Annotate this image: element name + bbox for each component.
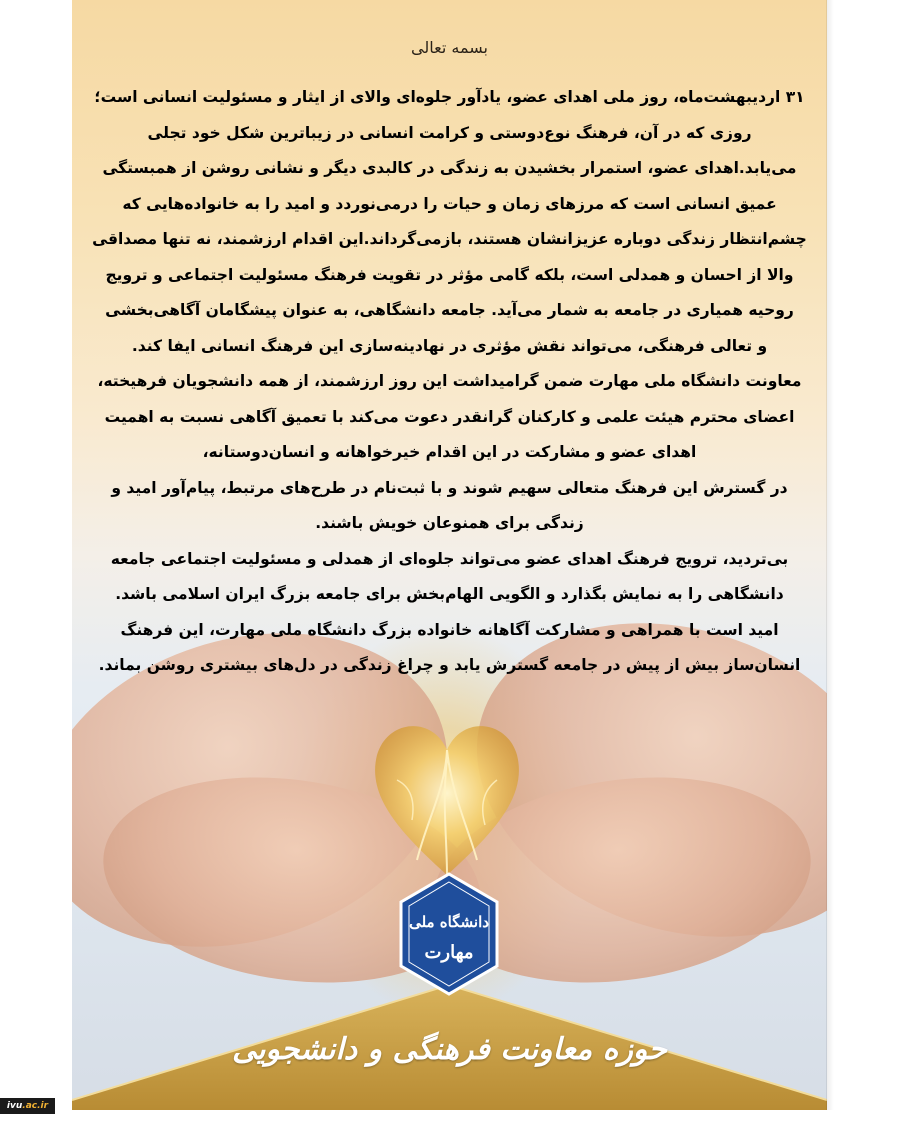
- text-line: چشم‌انتظار زندگی دوباره عزیزانشان هستند، بازمی‌گرداند.این اقدام ارزشمند، نه تنها مصداقی: [92, 230, 807, 248]
- watermark[interactable]: [0, 1098, 55, 1114]
- text-line: عمیق انسانی است که مرزهای زمان و حیات را درمی‌نوردد و امید را به خانواده‌هایی که: [122, 194, 777, 213]
- text-line: اعضای محترم هیئت علمی و کارکنان گرانقدر دعوت می‌کند با تعمیق آگاهی نسبت به اهمیت: [104, 407, 795, 426]
- text-line: معاونت دانشگاه ملی مهارت ضمن گرامیداشت این روز ارزشمند، از همه دانشجویان فرهیخته،: [97, 372, 802, 390]
- text-line: روحیه همیاری در جامعه به شمار می‌آید. جامعه دانشگاهی، به عنوان پیشگامان آگاهی‌بخشی: [105, 301, 794, 319]
- text-line: والا از احسان و همدلی است، بلکه گامی مؤثر در تقویت فرهنگ مسئولیت اجتماعی و ترویج: [105, 265, 794, 284]
- university-logo: [397, 872, 501, 996]
- text-line: می‌یابد.اهدای عضو، استمرار بخشیدن به زندگی در کالبدی دیگر و نشانی روشن از همبستگی: [102, 159, 797, 177]
- text-line: ۳۱ اردیبهشت‌ماه، روز ملی اهدای عضو، یادآور جلوه‌ای والای از ایثار و مسئولیت انسانی است؛: [94, 88, 805, 106]
- glowing-heart-icon: [357, 700, 537, 890]
- text-line: و تعالی فرهنگی، می‌تواند نقش مؤثری در نهادینه‌سازی این فرهنگ انسانی ایفا کند.: [131, 336, 768, 355]
- text-line: زندگی برای همنوعان خویش باشند.: [315, 514, 584, 532]
- text-line: اهدای عضو و مشارکت در این اقدام خیرخواهانه و انسان‌دوستانه،: [202, 443, 697, 461]
- text-line: دانشگاهی را به نمایش بگذارد و الگویی الهام‌بخش برای جامعه بزرگ ایران اسلامی باشد.: [115, 585, 784, 603]
- text-line: روزی که در آن، فرهنگ نوع‌دوستی و کرامت انسانی در زیباترین شکل خود تجلی: [147, 123, 752, 142]
- statement-text: [84, 80, 815, 684]
- logo-line-2: مهارت: [424, 942, 474, 963]
- text-line: انسان‌ساز بیش از پیش در جامعه گسترش یابد و چراغ زندگی در دل‌های بیشتری روشن بماند.: [98, 656, 801, 674]
- text-line: بی‌تردید، ترویج فرهنگ اهدای عضو می‌تواند جلوه‌ای از همدلی و مسئولیت اجتماعی جامعه: [110, 549, 789, 568]
- watermark-suffix: .ac.ir: [22, 1101, 49, 1111]
- logo-line-1: دانشگاه ملی: [409, 913, 489, 931]
- text-line: امید است با همراهی و مشارکت آگاهانه خانواده بزرگ دانشگاه ملی مهارت، این فرهنگ: [120, 620, 779, 639]
- poster: [72, 0, 827, 1110]
- watermark-prefix: ivu: [6, 1101, 23, 1111]
- text-line: در گسترش این فرهنگ متعالی سهیم شوند و با ثبت‌نام در طرح‌های مرتبط، پیام‌آور امید و: [111, 478, 788, 497]
- page-heading: بسمه تعالی: [411, 38, 488, 57]
- banner-title: حوزه معاونت فرهنگی و دانشجویی: [232, 1032, 667, 1067]
- page-edge-shadow: [826, 0, 834, 1110]
